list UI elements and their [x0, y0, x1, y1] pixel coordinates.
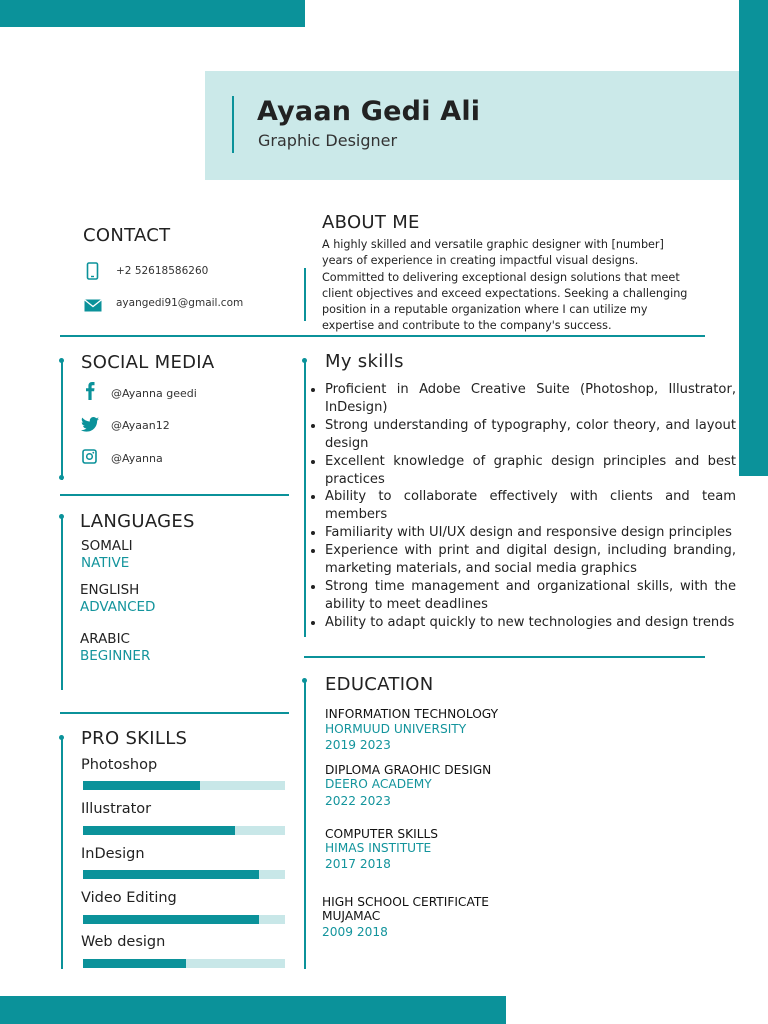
email-address[interactable]: ayangedi91@gmail.com	[116, 297, 244, 309]
divider-line	[60, 494, 289, 496]
education-end-year: 2018	[359, 857, 391, 871]
education-start-year: 2017	[325, 857, 357, 871]
education-years	[325, 738, 391, 752]
social-heading: SOCIAL MEDIA	[81, 352, 215, 373]
timeline-dot	[302, 678, 307, 683]
timeline-dot	[59, 358, 64, 363]
timeline-dot	[59, 475, 64, 480]
divider-line	[60, 335, 705, 337]
education-start-year: 2019	[325, 738, 357, 752]
pro-skill-bar	[83, 781, 285, 790]
pro-skills-heading: PRO SKILLS	[81, 728, 188, 749]
languages-heading: LANGUAGES	[80, 511, 195, 532]
language-name: ENGLISH	[80, 582, 140, 598]
education-heading: EDUCATION	[325, 674, 434, 695]
about-heading: ABOUT ME	[322, 212, 420, 233]
instagram-icon[interactable]	[82, 449, 97, 464]
skill-item: • Strong time management and organizational skills, with the ability to meet deadlines	[325, 578, 736, 614]
pro-skill-bar-fill	[83, 915, 259, 924]
education-start-year: 2009	[322, 925, 354, 939]
pro-skill-label: Video Editing	[81, 890, 177, 906]
facebook-handle[interactable]: @Ayanna geedi	[111, 387, 197, 400]
email-icon	[84, 297, 102, 310]
language-level: NATIVE	[81, 555, 130, 571]
education-school: MUJAMAC	[322, 909, 381, 923]
skill-item: • Familiarity with UI/UX design and responsive design principles	[325, 524, 736, 542]
education-end-year: 2023	[359, 794, 391, 808]
pro-skill-bar	[83, 870, 285, 879]
skills-list	[307, 381, 736, 632]
pro-skill-bar-fill	[83, 826, 235, 835]
skill-item: • Experience with print and digital design, including branding, marketing materials, and social media graphics	[325, 542, 736, 578]
education-start-year: 2022	[325, 794, 357, 808]
language-name: SOMALI	[81, 538, 133, 554]
skill-item: • Ability to collaborate effectively with clients and team members	[325, 488, 736, 524]
twitter-icon[interactable]	[81, 417, 99, 432]
person-name: Ayaan Gedi Ali	[257, 96, 481, 127]
job-title: Graphic Designer	[258, 131, 398, 150]
pro-skill-label: Illustrator	[81, 801, 152, 817]
timeline-line	[61, 737, 63, 969]
education-years	[325, 794, 391, 808]
education-title: HIGH SCHOOL CERTIFICATE	[322, 895, 489, 909]
instagram-handle[interactable]: @Ayanna	[111, 452, 163, 465]
about-line: years of experience in creating impactful visual designs.	[322, 254, 639, 268]
about-line: expertise and contribute to the company's success.	[322, 319, 612, 333]
pro-skill-bar	[83, 959, 285, 968]
education-title: INFORMATION TECHNOLOGY	[325, 707, 499, 721]
pro-skill-bar	[83, 826, 285, 835]
pro-skill-label: Photoshop	[81, 757, 158, 773]
pro-skill-bar-fill	[83, 870, 259, 879]
about-line: position in a reputable organization where I can utilize my	[322, 303, 648, 317]
about-text	[322, 237, 722, 335]
language-level: BEGINNER	[80, 648, 151, 664]
timeline-dot	[302, 358, 307, 363]
divider-line	[304, 656, 705, 658]
right-accent-bar	[739, 0, 768, 476]
education-title: COMPUTER SKILLS	[325, 827, 439, 841]
about-line: Committed to delivering exceptional design solutions that meet	[322, 270, 680, 284]
about-divider	[304, 268, 306, 321]
skill-item: • Excellent knowledge of graphic design principles and best practices	[325, 453, 736, 489]
twitter-handle[interactable]: @Ayaan12	[111, 419, 170, 432]
contact-heading: CONTACT	[83, 225, 171, 246]
skills-heading: My skills	[325, 351, 404, 372]
header-divider	[232, 96, 234, 153]
education-end-year: 2023	[359, 738, 391, 752]
bottom-accent-bar	[0, 996, 506, 1024]
education-school: HORMUUD UNIVERSITY	[325, 722, 467, 736]
facebook-icon[interactable]	[84, 382, 96, 400]
education-title: DIPLOMA GRAOHIC DESIGN	[325, 763, 492, 777]
language-name: ARABIC	[80, 631, 130, 647]
pro-skill-label: Web design	[81, 934, 166, 950]
timeline-line	[61, 517, 63, 690]
pro-skill-bar-fill	[83, 959, 186, 968]
about-line: client objectives and exceed expectations. Seeking a challenging	[322, 286, 688, 300]
education-school: DEERO ACADEMY	[325, 777, 432, 791]
education-years	[322, 925, 388, 939]
education-years	[325, 857, 391, 871]
pro-skill-label: InDesign	[81, 846, 145, 862]
skill-item: • Proficient in Adobe Creative Suite (Photoshop, Illustrator, InDesign)	[325, 381, 736, 417]
timeline-line	[304, 360, 306, 637]
divider-line	[60, 712, 289, 714]
timeline-line	[304, 680, 306, 969]
about-line: A highly skilled and versatile graphic designer with [number]	[322, 238, 664, 251]
phone-icon	[86, 262, 99, 280]
skill-item: • Ability to adapt quickly to new technologies and design trends	[325, 614, 736, 632]
pro-skill-bar-fill	[83, 781, 200, 790]
skill-item: • Strong understanding of typography, color theory, and layout design	[325, 417, 736, 453]
timeline-dot	[59, 514, 64, 519]
top-accent-bar	[0, 0, 305, 27]
pro-skill-bar	[83, 915, 285, 924]
language-level: ADVANCED	[80, 599, 156, 615]
phone-number[interactable]: +2 52618586260	[116, 265, 209, 277]
timeline-line	[61, 360, 63, 480]
education-end-year: 2018	[356, 925, 388, 939]
timeline-dot	[59, 735, 64, 740]
education-school: HIMAS INSTITUTE	[325, 841, 432, 855]
